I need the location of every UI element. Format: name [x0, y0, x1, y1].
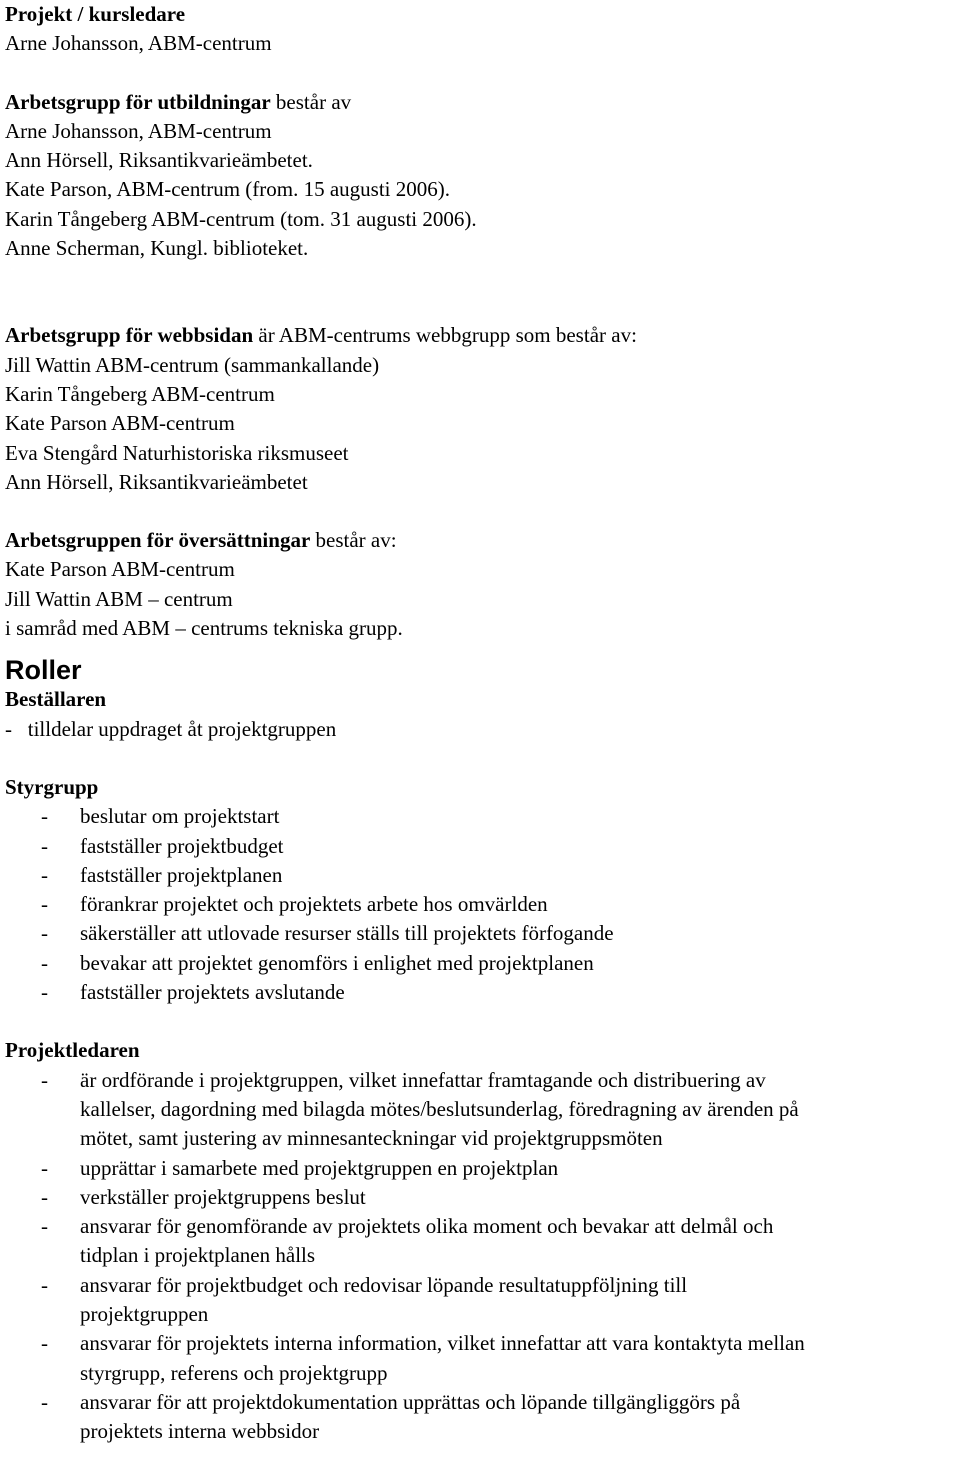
- bestallaren-title: Beställaren: [5, 687, 107, 712]
- utbildning-member: Ann Hörsell, Riksantikvarieämbetet.: [5, 148, 313, 173]
- list-item: - fastställer projektbudget: [41, 833, 284, 858]
- projekt-section: [5, 0, 960, 59]
- bestallaren-item: - tilldelar uppdraget åt projektgruppen: [5, 716, 337, 741]
- projektledaren-title: Projektledaren: [5, 1038, 140, 1063]
- list-item: - ansvarar för genomförande av projektets olika moment och bevakar att delmål och tidplan i projektplanen hålls: [41, 1214, 774, 1268]
- utbildning-member: Anne Scherman, Kungl. biblioteket.: [5, 236, 309, 261]
- oversattning-member: i samråd med ABM – centrums tekniska grupp.: [5, 616, 403, 641]
- list-item: - upprättar i samarbete med projektgruppen en projektplan: [41, 1155, 559, 1180]
- oversattning-member: Kate Parson ABM-centrum: [5, 557, 235, 582]
- webbsidan-member: Eva Stengård Naturhistoriska riksmuseet: [5, 440, 349, 465]
- utbildning-member: Karin Tångeberg ABM-centrum (tom. 31 augusti 2006).: [5, 206, 477, 231]
- list-item: - fastställer projektplanen: [41, 862, 283, 887]
- list-item: - beslutar om projektstart: [41, 804, 280, 829]
- list-item: - ansvarar för projektets interna information, vilket innefattar att vara kontaktyta mellan styrgrupp, referens och projektgrupp: [41, 1331, 805, 1385]
- projekt-person: Arne Johansson, ABM-centrum: [5, 31, 272, 56]
- list-item: - ansvarar för att projektdokumentation upprättas och löpande tillgängliggörs på projektets interna webbsidor: [41, 1389, 741, 1444]
- list-item: - verkställer projektgruppens beslut: [41, 1184, 366, 1209]
- projekt-heading: Projekt / kursledare: [5, 2, 186, 26]
- utbildning-section: [5, 88, 960, 264]
- roller-section: [5, 655, 960, 1446]
- utbildning-title: Arbetsgrupp för utbildningar består av: [5, 89, 352, 114]
- oversattning-title: Arbetsgruppen för översättningar består av:: [5, 528, 397, 553]
- webbsidan-member: Ann Hörsell, Riksantikvarieämbetet: [5, 469, 308, 494]
- projektledaren-list: [5, 1066, 960, 1447]
- webbsidan-member: Kate Parson ABM-centrum: [5, 411, 235, 436]
- list-item: - är ordförande i projektgruppen, vilket innefattar framtagande och distribuering av kallelser, dagordning med bilagda mötes/beslutsunderlag, föredragning av ärenden på mötet, samt justering av minnesanteckningar vid projektgruppsmöten: [41, 1067, 799, 1151]
- list-item: - säkerställer att utlovade resurser ställs till projektets förfogande: [41, 921, 614, 946]
- oversattning-member: Jill Wattin ABM – centrum: [5, 586, 233, 611]
- utbildning-member: Kate Parson, ABM-centrum (from. 15 augusti 2006).: [5, 177, 451, 202]
- list-item: - fastställer projektets avslutande: [41, 980, 345, 1005]
- oversattning-section: [5, 526, 960, 643]
- webbsidan-section: [5, 321, 960, 497]
- roller-heading: Roller: [5, 655, 82, 686]
- webbsidan-title: Arbetsgrupp för webbsidan är ABM-centrums webbgrupp som består av:: [5, 323, 637, 348]
- webbsidan-member: Karin Tångeberg ABM-centrum: [5, 381, 275, 406]
- styrgrupp-title: Styrgrupp: [5, 774, 99, 799]
- utbildning-member: Arne Johansson, ABM-centrum: [5, 118, 272, 143]
- list-item: - förankrar projektet och projektets arbete hos omvärlden: [41, 892, 548, 917]
- list-item: - ansvarar för projektbudget och redovisar löpande resultatuppföljning till projektgruppen: [41, 1272, 688, 1326]
- styrgrupp-list: [5, 802, 960, 1007]
- list-item: - bevakar att projektet genomförs i enlighet med projektplanen: [41, 950, 594, 975]
- webbsidan-member: Jill Wattin ABM-centrum (sammankallande): [5, 352, 380, 377]
